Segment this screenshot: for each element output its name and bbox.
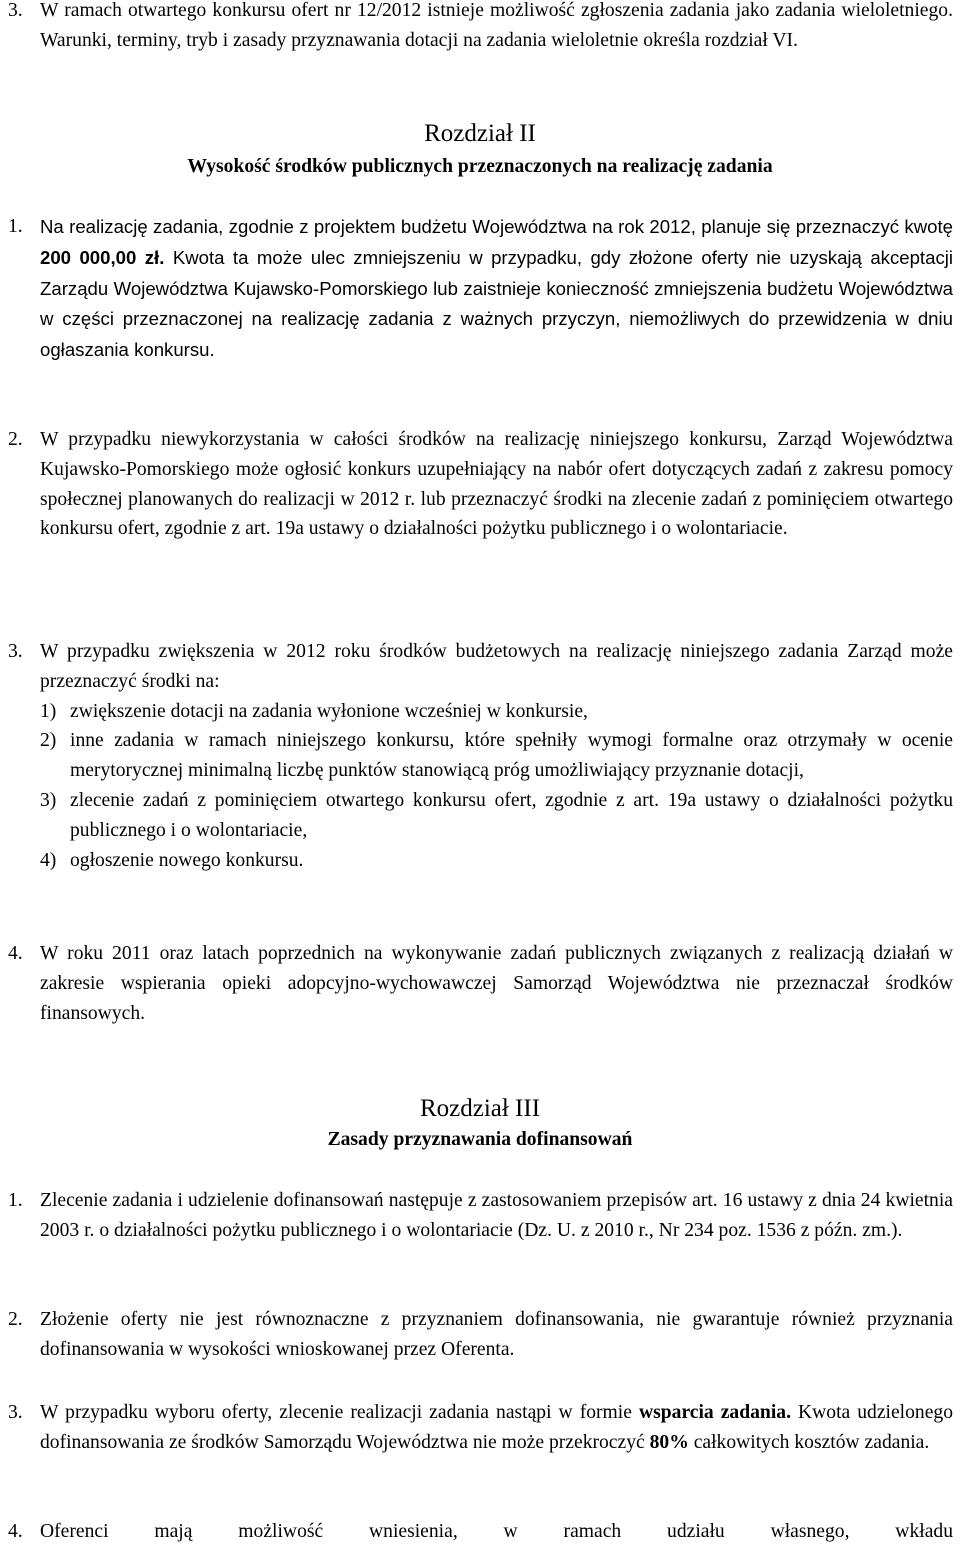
paragraph-body: [40, 1398, 953, 1458]
paragraph-number: 3.: [8, 641, 23, 662]
paragraph-number: 4.: [8, 1521, 23, 1542]
paragraph-text: W przypadku niewykorzystania w całości środków na realizację niniejszego konkursu, Zarząd Województwa Kujawsko-Pomorskiego może ogłosić konkurs uzupełniający na nabór ofert dotyczących zadań z zakresu pomocy społecznej planowanych do realizacji w 2012 r. lub przeznaczyć środki na zlecenie zadań z pominięciem otwartego konkursu ofert, zgodnie z art. 19a ustawy o działalności pożytku publicznego i o wolontariacie.: [40, 429, 953, 540]
paragraph-2-3: [8, 637, 953, 875]
paragraph-number: 1.: [8, 1190, 23, 1211]
emphasis: wsparcia zadania.: [638, 1402, 791, 1423]
list-item-text: zwiększenie dotacji na zadania wyłonione wcześniej w konkursie,: [70, 700, 588, 722]
paragraph-number: 1.: [8, 216, 23, 237]
paragraph-text: Kwota udzielonego dofinansowania ze środków Samorządu Województwa nie może przekroczyć: [40, 1402, 954, 1453]
list-item-text: zlecenie zadań z pominięciem otwartego konkursu ofert, zgodnie z art. 19a ustawy o działalności pożytku publicznego i o wolontariacie,: [70, 789, 953, 841]
list-item: [40, 786, 953, 846]
list-item-number: 2): [40, 730, 57, 752]
paragraph-text: Złożenie oferty nie jest równoznaczne z przyznaniem dofinansowania, nie gwarantuje również przyznania dofinansowania w wysokości wnioskowanej przez Oferenta.: [40, 1309, 953, 1360]
percentage: 80%: [649, 1431, 689, 1453]
paragraph-text: W ramach otwartego konkursu ofert nr 12/2012 istnieje możliwość zgłoszenia zadania jako zadania wieloletniego. Warunki, terminy, tryb i zasady przyznawania dotacji na zadania wieloletnie określa rozdział VI.: [40, 0, 953, 51]
paragraph-2-2: [8, 425, 953, 544]
paragraph-3-3: [8, 1398, 953, 1458]
paragraph-number: 2.: [8, 429, 23, 450]
list-item-number: 4): [40, 849, 57, 871]
list-item-number: 3): [40, 789, 57, 811]
list-item: [40, 697, 953, 727]
paragraph-3-4: [8, 1517, 953, 1547]
paragraph-number: 4.: [8, 943, 23, 964]
paragraph-number: 2.: [8, 1309, 23, 1330]
chapter-3-title: Rozdział III: [419, 1095, 541, 1122]
paragraph-body: [40, 637, 953, 875]
paragraph-text: Oferenci mają możliwość wniesienia, w ramach udziału własnego, wkładu: [40, 1521, 953, 1542]
list-item: [40, 726, 953, 786]
paragraph-number: 3.: [8, 1402, 23, 1423]
chapter-3-subtitle: Zasady przyznawania dofinansowań: [327, 1129, 633, 1150]
paragraph-1-3: [8, 0, 953, 56]
chapter-2-title: Rozdział II: [424, 120, 536, 147]
paragraph-number: 3.: [8, 0, 23, 21]
paragraph-2-4: [8, 939, 953, 1028]
paragraph-3-1: [8, 1186, 953, 1246]
list-item: [40, 846, 953, 876]
chapter-2-subtitle: Wysokość środków publicznych przeznaczonych na realizację zadania: [187, 156, 773, 177]
paragraph-text: Kwota ta może ulec zmniejszeniu w przypadku, gdy złożone oferty nie uzyskają akceptacji Zarządu Województwa Kujawsko-Pomorskiego lub zaistnieje konieczność zmniejszenia budżetu Województwa w części przeznaczonej na realizację zadania z ważnych przyczyn, niemożliwych do przewidzenia w dniu ogłaszania konkursu.: [40, 246, 953, 361]
paragraph-3-2: [8, 1305, 953, 1365]
paragraph-intro: W przypadku zwiększenia w 2012 roku środków budżetowych na realizację niniejszego zadania Zarząd może przeznaczyć środki na:: [40, 641, 953, 692]
paragraph-text: całkowitych kosztów zadania.: [688, 1431, 930, 1453]
paragraph-body: [40, 212, 953, 366]
paragraph-2-1: [8, 212, 953, 366]
list-item-text: inne zadania w ramach niniejszego konkursu, które spełniły wymogi formalne oraz otrzymały w ocenie merytorycznej minimalną liczbę punktów stanowiącą próg umożliwiający przyznanie dotacji,: [70, 730, 953, 782]
paragraph-text: Zlecenie zadania i udzielenie dofinansowań następuje z zastosowaniem przepisów art. 16 ustawy z dnia 24 kwietnia 2003 r. o działalności pożytku publicznego i o wolontariacie (Dz. U. z 2010 r., Nr 234 poz. 1536 z późn. zm.).: [40, 1190, 953, 1241]
list-item-number: 1): [40, 700, 57, 722]
amount: 200 000,00 zł.: [40, 246, 165, 268]
paragraph-text: W roku 2011 oraz latach poprzednich na wykonywanie zadań publicznych związanych z realizacją działań w zakresie wspierania opieki adopcyjno-wychowawczej Samorząd Województwa nie przeznaczał środków finansowych.: [40, 943, 953, 1024]
paragraph-text: W przypadku wyboru oferty, zlecenie realizacji zadania nastąpi w formie: [40, 1402, 639, 1423]
paragraph-text: Na realizację zadania, zgodnie z projektem budżetu Województwa na rok 2012, planuje się przeznaczyć kwotę: [40, 216, 953, 237]
list-item-text: ogłoszenie nowego konkursu.: [70, 849, 304, 871]
